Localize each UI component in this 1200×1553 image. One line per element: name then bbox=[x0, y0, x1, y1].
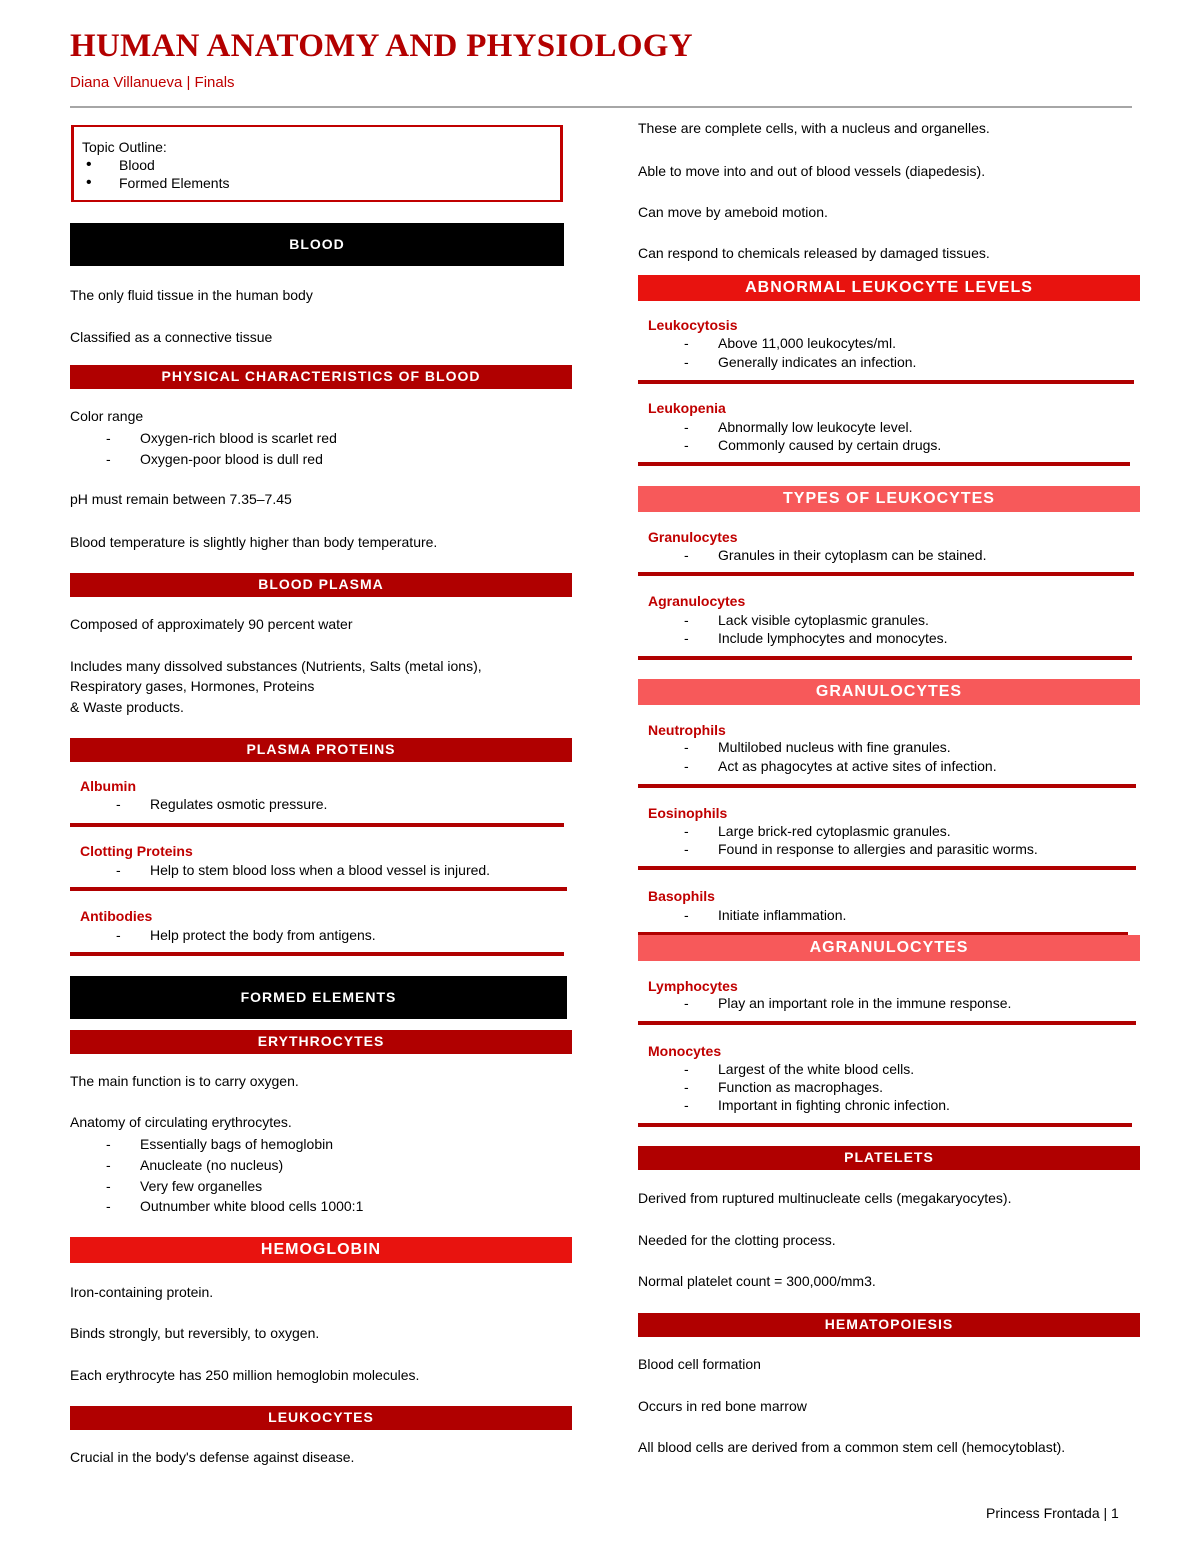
paragraph: Iron-containing protein. bbox=[70, 1284, 214, 1300]
paragraph: Crucial in the body's defense against disease. bbox=[70, 1449, 355, 1465]
divider bbox=[638, 1021, 1136, 1025]
section-heading-formed-elements: FORMED ELEMENTS bbox=[70, 976, 567, 1019]
page-subtitle: Diana Villanueva | Finals bbox=[70, 74, 235, 91]
paragraph: The only fluid tissue in the human body bbox=[70, 287, 313, 303]
paragraph: Respiratory gases, Hormones, Proteins bbox=[70, 678, 315, 694]
subheading-agranulocytes: Agranulocytes bbox=[648, 593, 746, 609]
section-heading-plasma-proteins: PLASMA PROTEINS bbox=[70, 738, 572, 762]
paragraph: & Waste products. bbox=[70, 699, 184, 715]
divider bbox=[70, 887, 567, 891]
subheading-leukocytosis: Leukocytosis bbox=[648, 317, 738, 333]
topic-outline-item: • Blood bbox=[119, 156, 560, 174]
page-footer: Princess Frontada | 1 bbox=[986, 1505, 1119, 1521]
subheading-neutrophils: Neutrophils bbox=[648, 722, 726, 738]
subheading-eosinophils: Eosinophils bbox=[648, 805, 728, 821]
paragraph: Anatomy of circulating erythrocytes. bbox=[70, 1114, 292, 1130]
paragraph: Includes many dissolved substances (Nutrients, Salts (metal ions), bbox=[70, 658, 482, 674]
section-heading-hematopoiesis: HEMATOPOIESIS bbox=[638, 1313, 1140, 1337]
subheading-antibodies: Antibodies bbox=[80, 908, 153, 924]
topic-outline-list bbox=[119, 156, 560, 192]
section-heading-hemoglobin: HEMOGLOBIN bbox=[70, 1237, 572, 1263]
paragraph: Composed of approximately 90 percent water bbox=[70, 616, 353, 632]
paragraph: Occurs in red bone marrow bbox=[638, 1398, 807, 1414]
paragraph: Binds strongly, but reversibly, to oxygen. bbox=[70, 1325, 320, 1341]
paragraph: Can move by ameboid motion. bbox=[638, 204, 828, 220]
divider bbox=[638, 380, 1134, 384]
divider bbox=[638, 462, 1130, 466]
paragraph: Classified as a connective tissue bbox=[70, 329, 273, 345]
divider bbox=[638, 1123, 1132, 1127]
section-heading-physical-characteristics: PHYSICAL CHARACTERISTICS OF BLOOD bbox=[70, 365, 572, 389]
divider bbox=[638, 572, 1134, 576]
paragraph: All blood cells are derived from a common stem cell (hemocytoblast). bbox=[638, 1439, 1066, 1455]
section-heading-granulocytes: GRANULOCYTES bbox=[638, 679, 1140, 705]
section-heading-abnormal-leukocyte-levels: ABNORMAL LEUKOCYTE LEVELS bbox=[638, 275, 1140, 301]
section-heading-agranulocytes: AGRANULOCYTES bbox=[638, 935, 1140, 961]
topic-outline-item: • Formed Elements bbox=[119, 174, 560, 192]
section-heading-erythrocytes: ERYTHROCYTES bbox=[70, 1030, 572, 1054]
divider bbox=[638, 784, 1136, 788]
section-heading-types-of-leukocytes: TYPES OF LEUKOCYTES bbox=[638, 486, 1140, 512]
paragraph: Blood temperature is slightly higher than body temperature. bbox=[70, 534, 438, 550]
paragraph: Can respond to chemicals released by damaged tissues. bbox=[638, 245, 990, 261]
section-heading-blood-plasma: BLOOD PLASMA bbox=[70, 573, 572, 597]
section-heading-leukocytes: LEUKOCYTES bbox=[70, 1406, 572, 1430]
section-heading-platelets: PLATELETS bbox=[638, 1146, 1140, 1170]
subheading-clotting-proteins: Clotting Proteins bbox=[80, 843, 193, 859]
paragraph: The main function is to carry oxygen. bbox=[70, 1073, 299, 1089]
subheading-basophils: Basophils bbox=[648, 888, 715, 904]
divider bbox=[70, 952, 564, 956]
subheading-granulocytes: Granulocytes bbox=[648, 529, 738, 545]
paragraph: These are complete cells, with a nucleus and organelles. bbox=[638, 120, 990, 136]
subheading-lymphocytes: Lymphocytes bbox=[648, 978, 738, 994]
paragraph: pH must remain between 7.35–7.45 bbox=[70, 491, 292, 507]
divider bbox=[638, 656, 1132, 660]
section-heading-blood: BLOOD bbox=[70, 223, 564, 266]
divider bbox=[638, 866, 1136, 870]
topic-outline-label: Topic Outline: bbox=[82, 139, 167, 155]
subheading-monocytes: Monocytes bbox=[648, 1043, 722, 1059]
divider bbox=[70, 823, 564, 827]
topic-outline-box bbox=[71, 125, 563, 202]
header-divider bbox=[70, 106, 1132, 108]
paragraph: Each erythrocyte has 250 million hemoglobin molecules. bbox=[70, 1367, 420, 1383]
subheading-albumin: Albumin bbox=[80, 778, 136, 794]
paragraph: Normal platelet count = 300,000/mm3. bbox=[638, 1273, 876, 1289]
paragraph: Able to move into and out of blood vessels (diapedesis). bbox=[638, 163, 986, 179]
paragraph: Color range bbox=[70, 408, 144, 424]
subheading-leukopenia: Leukopenia bbox=[648, 400, 726, 416]
paragraph: Derived from ruptured multinucleate cells (megakaryocytes). bbox=[638, 1190, 1012, 1206]
page-title: HUMAN ANATOMY AND PHYSIOLOGY bbox=[70, 28, 693, 64]
paragraph: Blood cell formation bbox=[638, 1356, 761, 1372]
paragraph: Needed for the clotting process. bbox=[638, 1232, 836, 1248]
